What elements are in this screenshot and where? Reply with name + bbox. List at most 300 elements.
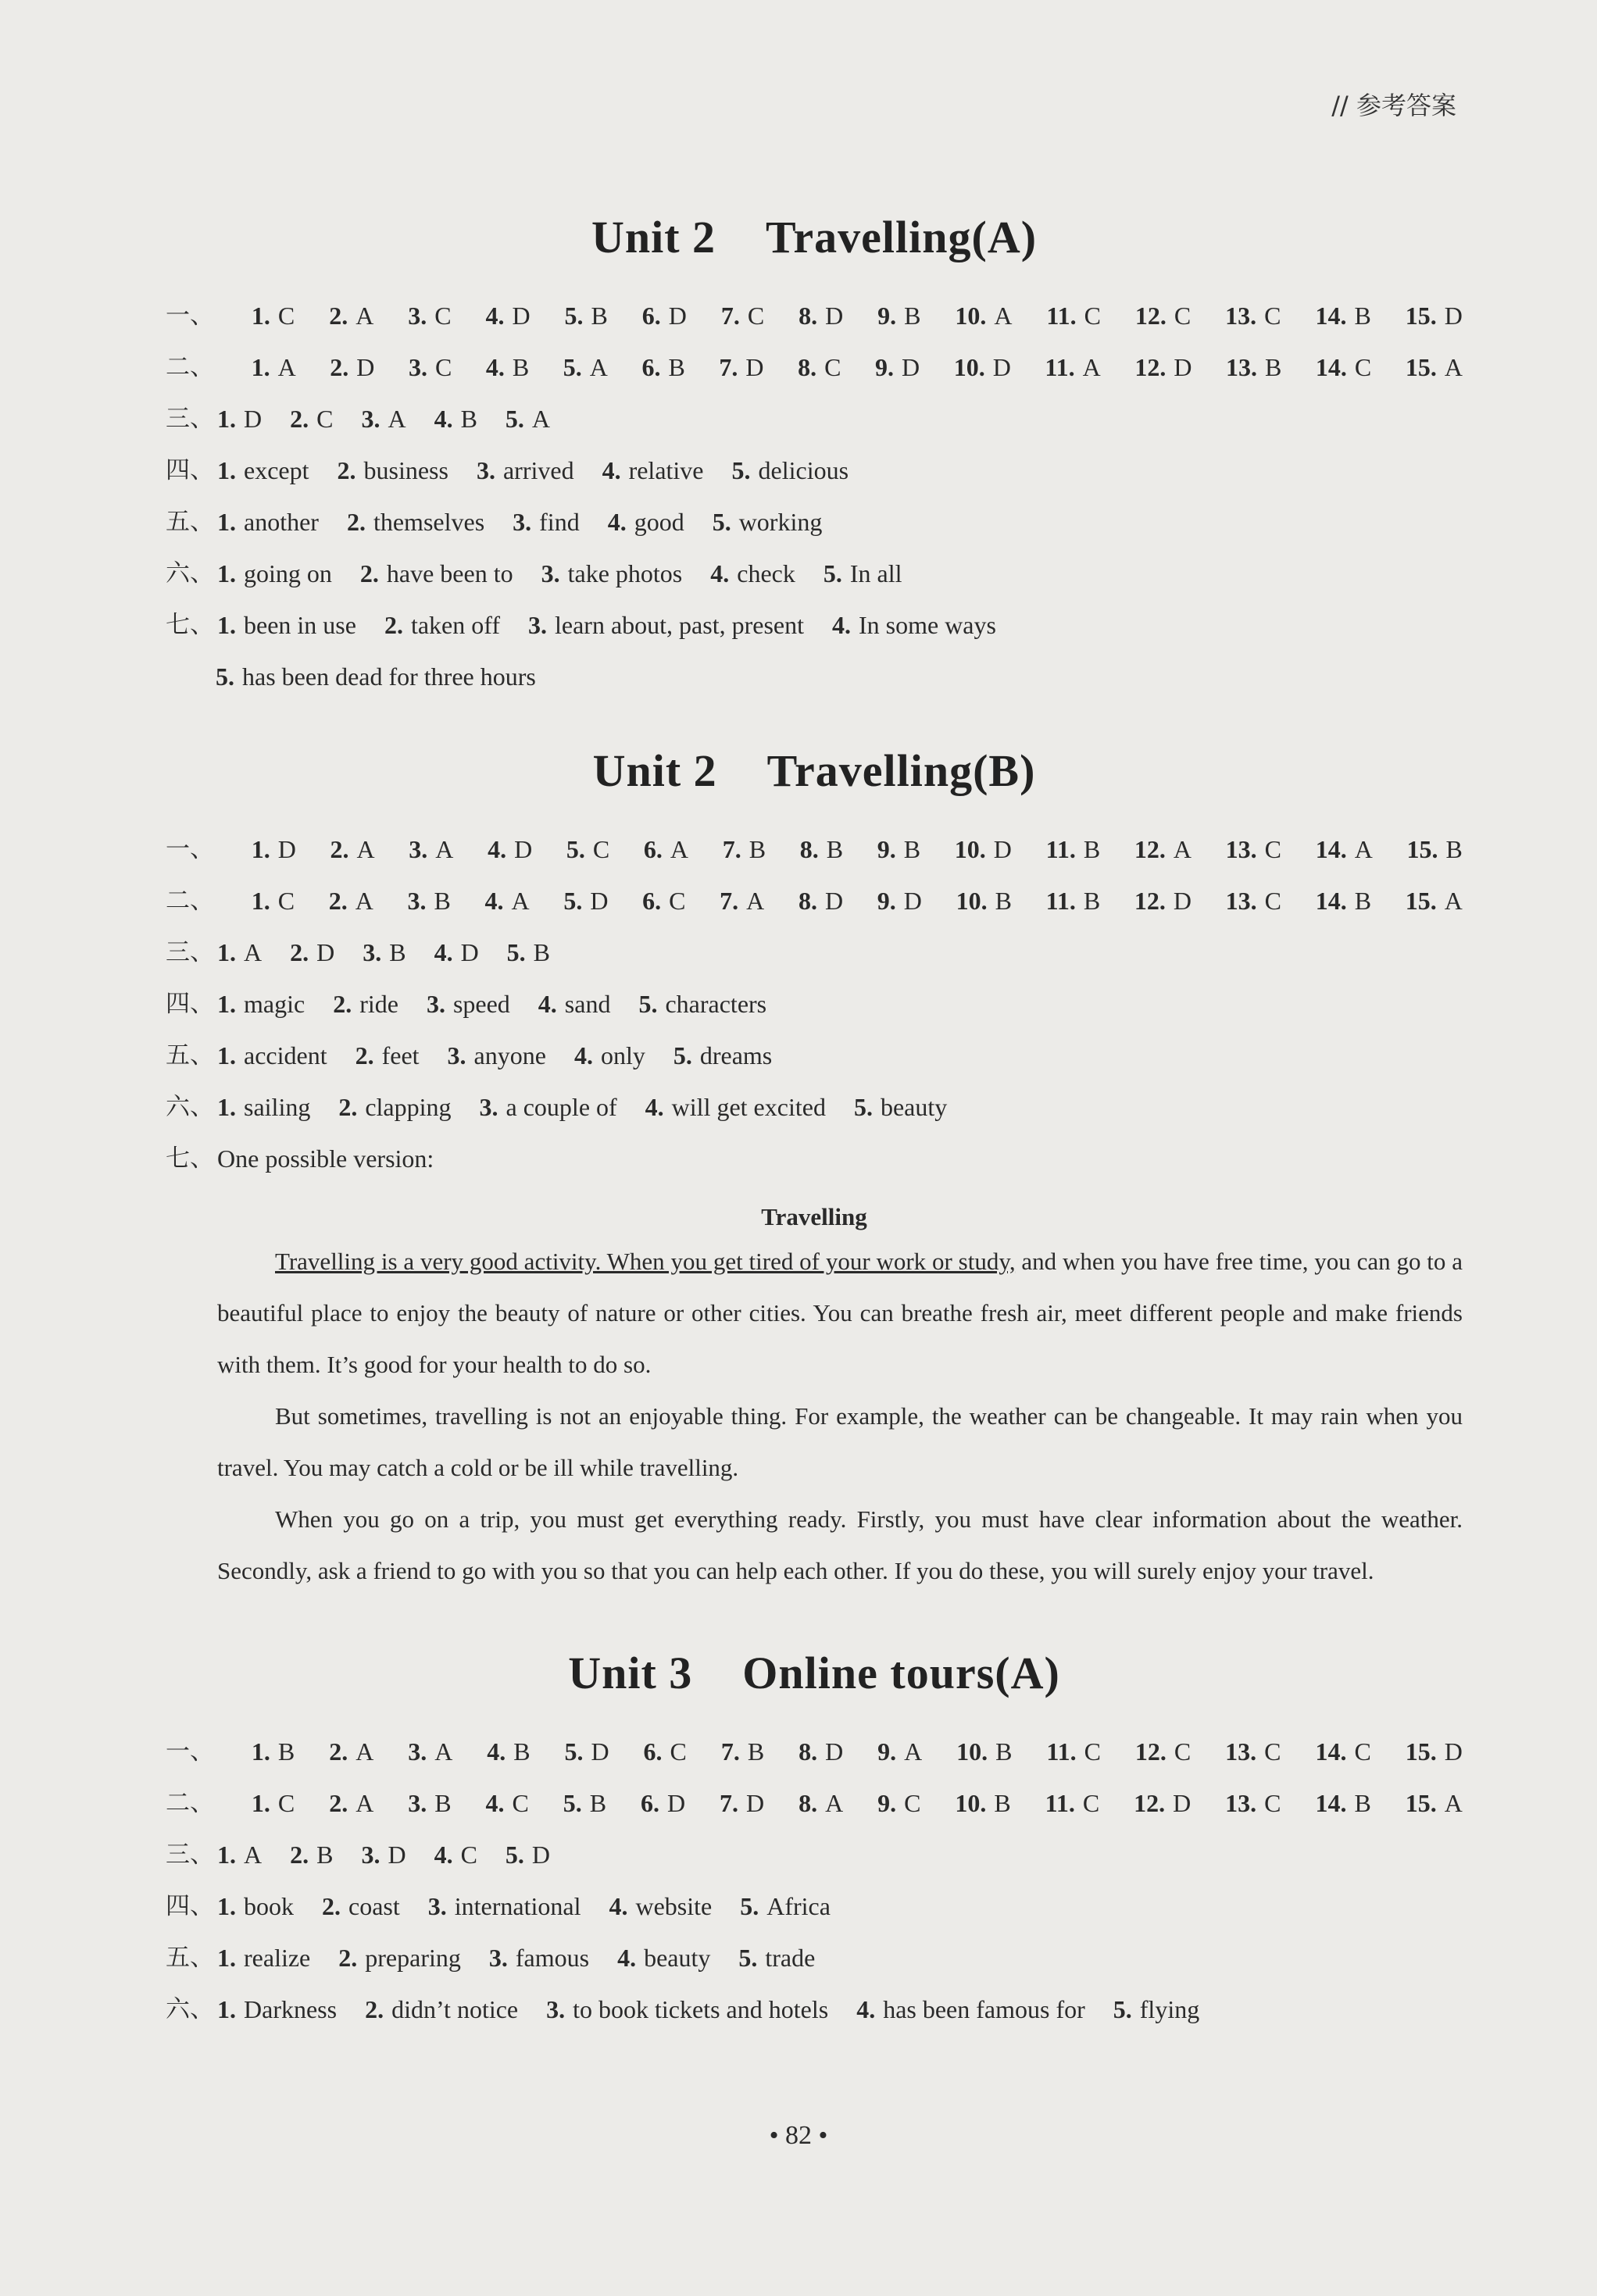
item-number: 3. [361,1841,380,1869]
item-answer: B [1265,353,1282,381]
answer-item [710,548,795,599]
item-number: 4. [645,1093,664,1121]
item-answer: C [1354,353,1372,381]
item-answer: B [995,887,1012,915]
answer-row [166,548,1463,599]
answer-row [166,1777,1463,1829]
item-answer: D [902,353,920,381]
item-answer: only [600,1041,645,1069]
item-answer: D [460,938,479,966]
answer-item [1226,823,1281,875]
answer-item [252,823,296,875]
item-number: 2. [322,1892,341,1920]
answer-item [877,290,920,341]
item-answer: another [244,508,319,536]
item-answer: A [511,887,530,915]
answer-item [485,875,530,927]
item-number: 1. [217,456,236,484]
answer-item [1046,875,1101,927]
answer-item [217,1880,294,1932]
answer-item [1406,823,1462,875]
item-answer: C [1082,1789,1100,1817]
answer-item [1315,290,1370,341]
item-number: 5. [731,456,751,484]
item-number: 1. [217,1892,236,1920]
item-number: 13. [1225,835,1257,863]
item-answer: has been dead for three hours [242,662,536,691]
item-answer: D [667,1789,686,1817]
item-number: 3. [476,456,495,484]
answer-item [1226,341,1281,393]
item-number: 5. [505,405,524,433]
answer-item [673,1030,772,1081]
answer-item [608,496,684,548]
item-number: 2. [329,302,348,330]
item-number: 2. [338,1093,358,1121]
header-tag: // 参考答案 [1331,91,1456,120]
item-number: 9. [877,1789,897,1817]
answer-item [1135,1726,1191,1777]
item-answer: Africa [766,1892,831,1920]
item-answer: D [531,1841,551,1869]
item-number: 1. [251,887,270,915]
item-answer: A [434,1737,453,1766]
answer-item [644,823,688,875]
item-number: 4. [609,1892,628,1920]
item-number: 2. [359,559,379,587]
item-answer: A [1173,835,1191,863]
answer-item [723,823,766,875]
item-answer: C [512,1789,529,1817]
item-answer: B [747,1737,765,1766]
item-number: 2. [329,1789,348,1817]
item-number: 9. [877,1737,897,1766]
item-number: 3. [527,611,547,639]
item-answer: A [355,1737,374,1766]
answer-item [409,823,453,875]
unit-title [166,1647,1463,1699]
item-answer: D [824,887,844,915]
answer-item [721,1726,764,1777]
item-answer: A [589,353,608,381]
item-answer: B [389,938,406,966]
item-answer: C [747,302,765,330]
item-number: 7. [720,302,740,330]
item-number: 4. [434,938,453,966]
item-number: 1. [217,559,236,587]
answer-item [333,978,398,1030]
item-number: 3. [408,353,427,381]
item-answer: B [1354,1789,1371,1817]
item-answer: to book tickets and hotels [573,1995,829,2023]
answer-item [1406,875,1463,927]
item-answer: D [1173,887,1191,915]
item-answer: B [994,1789,1011,1817]
item-number: 9. [877,887,896,915]
answer-item [361,1829,406,1880]
item-number: 5. [566,835,585,863]
item-number: 2. [328,887,348,915]
item-answer: A [1444,1789,1463,1817]
item-answer: has been famous for [883,1995,1085,2023]
item-answer: feet [381,1041,420,1069]
answer-item [217,1829,262,1880]
item-number: 3. [408,1737,427,1766]
answer-item [565,290,608,341]
answer-item [738,1932,815,1984]
unit-name: Travelling(B) [766,745,1036,796]
answer-item [409,341,452,393]
item-answer: B [434,887,451,915]
answer-item [617,1932,710,1984]
item-number: 6. [643,1737,663,1766]
item-answer: A [1444,887,1463,915]
item-number: 3. [488,1944,508,1972]
answer-item [384,599,500,651]
section-label: 一、 [166,1737,214,1766]
item-number: 7. [720,1789,739,1817]
answer-item [217,445,309,496]
item-number: 1. [217,1995,236,2023]
item-number: 2. [330,835,349,863]
item-number: 12. [1134,302,1166,330]
answer-item [1134,823,1191,875]
item-answer: C [277,1789,295,1817]
answer-item [329,875,373,927]
item-number: 14. [1315,1737,1347,1766]
answer-item [854,1081,947,1133]
answer-item [1225,290,1281,341]
answer-item [347,496,484,548]
answer-item [719,341,763,393]
item-number: 2. [290,938,309,966]
item-number: 5. [712,508,731,536]
item-number: 6. [642,887,662,915]
item-number: 4. [484,887,504,915]
item-answer: A [1354,835,1373,863]
unit-name: Travelling(A) [766,212,1038,262]
essay-intro-row [166,1133,1463,1184]
unit-title [166,745,1463,797]
answer-item [955,1777,1010,1829]
answer-row [166,496,1463,548]
item-number: 4. [602,456,621,484]
answer-item [217,599,356,651]
item-number: 10. [954,835,986,863]
page-number: • 82 • [769,2121,828,2150]
answer-item [563,875,608,927]
item-answer: A [244,1841,263,1869]
item-answer: D [388,1841,406,1869]
answer-item [740,1880,831,1932]
item-answer: will get excited [671,1093,826,1121]
essay-paragraph [166,1236,1463,1391]
item-number: 14. [1315,353,1347,381]
answer-item [507,927,550,978]
answer-item [1135,290,1191,341]
item-number: 6. [641,353,661,381]
item-answer: check [737,559,795,587]
answer-item [877,1777,920,1829]
item-answer: A [994,302,1013,330]
item-answer: A [277,353,296,381]
answer-row [166,875,1463,927]
answer-item [955,290,1012,341]
answer-item [528,599,804,651]
section-label: 二、 [166,1789,214,1817]
answer-item [408,290,451,341]
answer-item [290,393,333,445]
item-number: 5. [1113,1995,1132,2023]
item-number: 5. [853,1093,873,1121]
item-number: 2. [290,1841,309,1869]
item-answer: good [634,508,684,536]
item-answer: C [1264,1737,1281,1766]
answer-item [434,1829,477,1880]
item-number: 10. [955,302,987,330]
answer-item [956,875,1012,927]
item-number: 11. [1046,1737,1077,1766]
item-number: 13. [1225,302,1257,330]
item-number: 9. [877,302,897,330]
item-answer: A [825,1789,844,1817]
answer-item [713,496,823,548]
item-number: 1. [217,405,236,433]
item-answer: B [513,1737,531,1766]
item-answer: ride [359,990,398,1018]
answer-item [290,927,334,978]
item-number: 4. [487,1737,506,1766]
paragraph-text: and when you have free time, you can go to a beautiful place to enjoy the beauty of nature or other cities. You can breathe fresh air, meet different people and make friends with them. It’s good for your health to do so. [217,1248,1463,1378]
answer-item [506,1829,550,1880]
item-number: 5. [563,887,583,915]
item-answer: have been to [386,559,513,587]
item-answer: C [1084,302,1101,330]
answer-item [1045,1777,1100,1829]
item-answer: coast [348,1892,400,1920]
item-answer: D [992,353,1011,381]
section-label: 六、 [166,559,214,587]
answer-item [798,1726,843,1777]
answer-item [485,290,530,341]
answer-item [361,393,406,445]
item-number: 15. [1405,887,1437,915]
unit-number: Unit 2 [592,745,717,796]
section-label: 五、 [166,508,214,536]
unit-name: Online tours(A) [742,1648,1060,1698]
answer-item [330,823,374,875]
item-number: 3. [407,887,427,915]
item-answer: B [591,302,608,330]
item-number: 3. [479,1093,498,1121]
item-number: 12. [1134,887,1166,915]
section-label: 二、 [166,353,214,381]
answer-item [1225,1726,1281,1777]
item-number: 4. [831,611,851,639]
answer-item [1316,341,1371,393]
item-answer: C [1174,302,1191,330]
item-answer: D [1174,353,1192,381]
item-number: 2. [333,990,352,1018]
item-number: 3. [408,1789,427,1817]
answer-item [329,290,373,341]
essay-intro: One possible version: [217,1144,434,1173]
item-number: 4. [434,405,453,433]
answer-item [1406,341,1463,393]
item-number: 1. [217,1944,236,1972]
item-answer: A [244,938,263,966]
item-answer: A [746,887,765,915]
item-answer: website [635,1892,713,1920]
item-answer: C [434,353,452,381]
section-label: 四、 [166,990,214,1018]
unit-number: Unit 2 [591,212,716,262]
item-answer: A [356,835,375,863]
answer-item [798,290,843,341]
item-answer: D [514,835,533,863]
answer-item [355,1030,420,1081]
item-answer: C [670,1737,687,1766]
item-answer: D [244,405,263,433]
item-number: 15. [1405,1789,1437,1817]
item-number: 1. [251,353,270,381]
item-answer: A [355,302,374,330]
item-number: 5. [564,302,584,330]
section-label: 二、 [166,887,214,915]
item-answer: C [592,835,610,863]
answer-item [217,548,332,599]
item-number: 12. [1134,1789,1166,1817]
item-number: 1. [217,508,236,536]
item-number: 8. [798,1789,818,1817]
answer-item [721,290,764,341]
item-answer: business [363,456,448,484]
item-number: 15. [1406,835,1438,863]
answer-item [1134,875,1191,927]
item-answer: a couple of [506,1093,617,1121]
answer-item [513,496,580,548]
answer-item [217,1030,327,1081]
item-number: 5. [216,662,234,691]
item-answer: accident [244,1041,327,1069]
answer-item [329,1777,373,1829]
answer-item [541,548,683,599]
item-number: 7. [720,1737,740,1766]
item-number: 2. [365,1995,384,2023]
item-answer: In some ways [858,611,996,639]
item-number: 3. [447,1041,466,1069]
answer-item [434,927,479,978]
item-number: 5. [564,1737,584,1766]
item-number: 3. [513,508,532,536]
answer-row [166,1030,1463,1081]
item-answer: anyone [473,1041,546,1069]
item-answer: C [1264,835,1281,863]
item-number: 4. [573,1041,593,1069]
section-label: 五、 [166,1944,214,1972]
answer-item [487,1726,530,1777]
answer-item [434,393,477,445]
answer-row [166,1880,1463,1932]
item-answer: taken off [410,611,500,639]
item-answer: C [824,353,841,381]
answer-item [1134,341,1191,393]
item-answer: C [434,302,452,330]
answer-item [1113,1984,1199,2035]
item-number: 5. [506,938,526,966]
item-number: 6. [641,1789,660,1817]
answer-item [574,1030,645,1081]
item-number: 1. [217,990,236,1018]
answer-item [408,875,451,927]
item-answer: B [1083,835,1101,863]
item-answer: famous [515,1944,590,1972]
item-number: 5. [563,1789,582,1817]
underlined-sentence: Travelling is a very good activity. When you get tired of your work or study, [275,1248,1016,1275]
answer-item [1316,875,1371,927]
item-number: 3. [541,559,560,587]
item-answer: sand [564,990,611,1018]
item-number: 10. [956,887,988,915]
item-answer: A [1082,353,1101,381]
item-answer: C [1084,1737,1101,1766]
item-number: 3. [426,990,445,1018]
item-answer: book [244,1892,294,1920]
item-number: 4. [488,835,507,863]
item-answer: B [1083,887,1101,915]
item-answer: characters [665,990,767,1018]
item-number: 4. [485,1789,505,1817]
item-number: 3. [409,835,428,863]
answer-item [1225,1777,1281,1829]
answer-row [166,341,1463,393]
item-answer: D [591,1737,609,1766]
item-answer: B [512,353,530,381]
answer-row [166,651,1463,702]
section-label: 四、 [166,1892,214,1920]
item-number: 14. [1315,302,1347,330]
answer-item [217,496,319,548]
item-answer: take photos [567,559,683,587]
essay-title: Travelling [761,1203,867,1230]
answer-item [408,1777,451,1829]
answer-item [824,548,902,599]
item-answer: C [1264,1789,1281,1817]
answer-item [566,823,609,875]
item-number: 5. [740,1892,759,1920]
answer-item [489,1932,589,1984]
item-number: 14. [1315,887,1347,915]
answer-item [338,445,448,496]
item-answer: didn’t notice [391,1995,519,2023]
item-answer: beauty [644,1944,711,1972]
item-number: 2. [346,508,366,536]
item-answer: D [746,1789,765,1817]
answer-item [1315,1726,1370,1777]
answer-item [217,1984,337,2035]
answer-item [252,1726,295,1777]
item-answer: except [244,456,309,484]
answer-item [1316,823,1373,875]
item-number: 10. [953,353,985,381]
item-answer: C [669,887,686,915]
item-number: 3. [408,302,427,330]
item-number: 11. [1046,302,1077,330]
section-label: 三、 [166,1841,214,1869]
answer-item [506,393,550,445]
item-answer: In all [849,559,902,587]
answer-item [1046,823,1101,875]
